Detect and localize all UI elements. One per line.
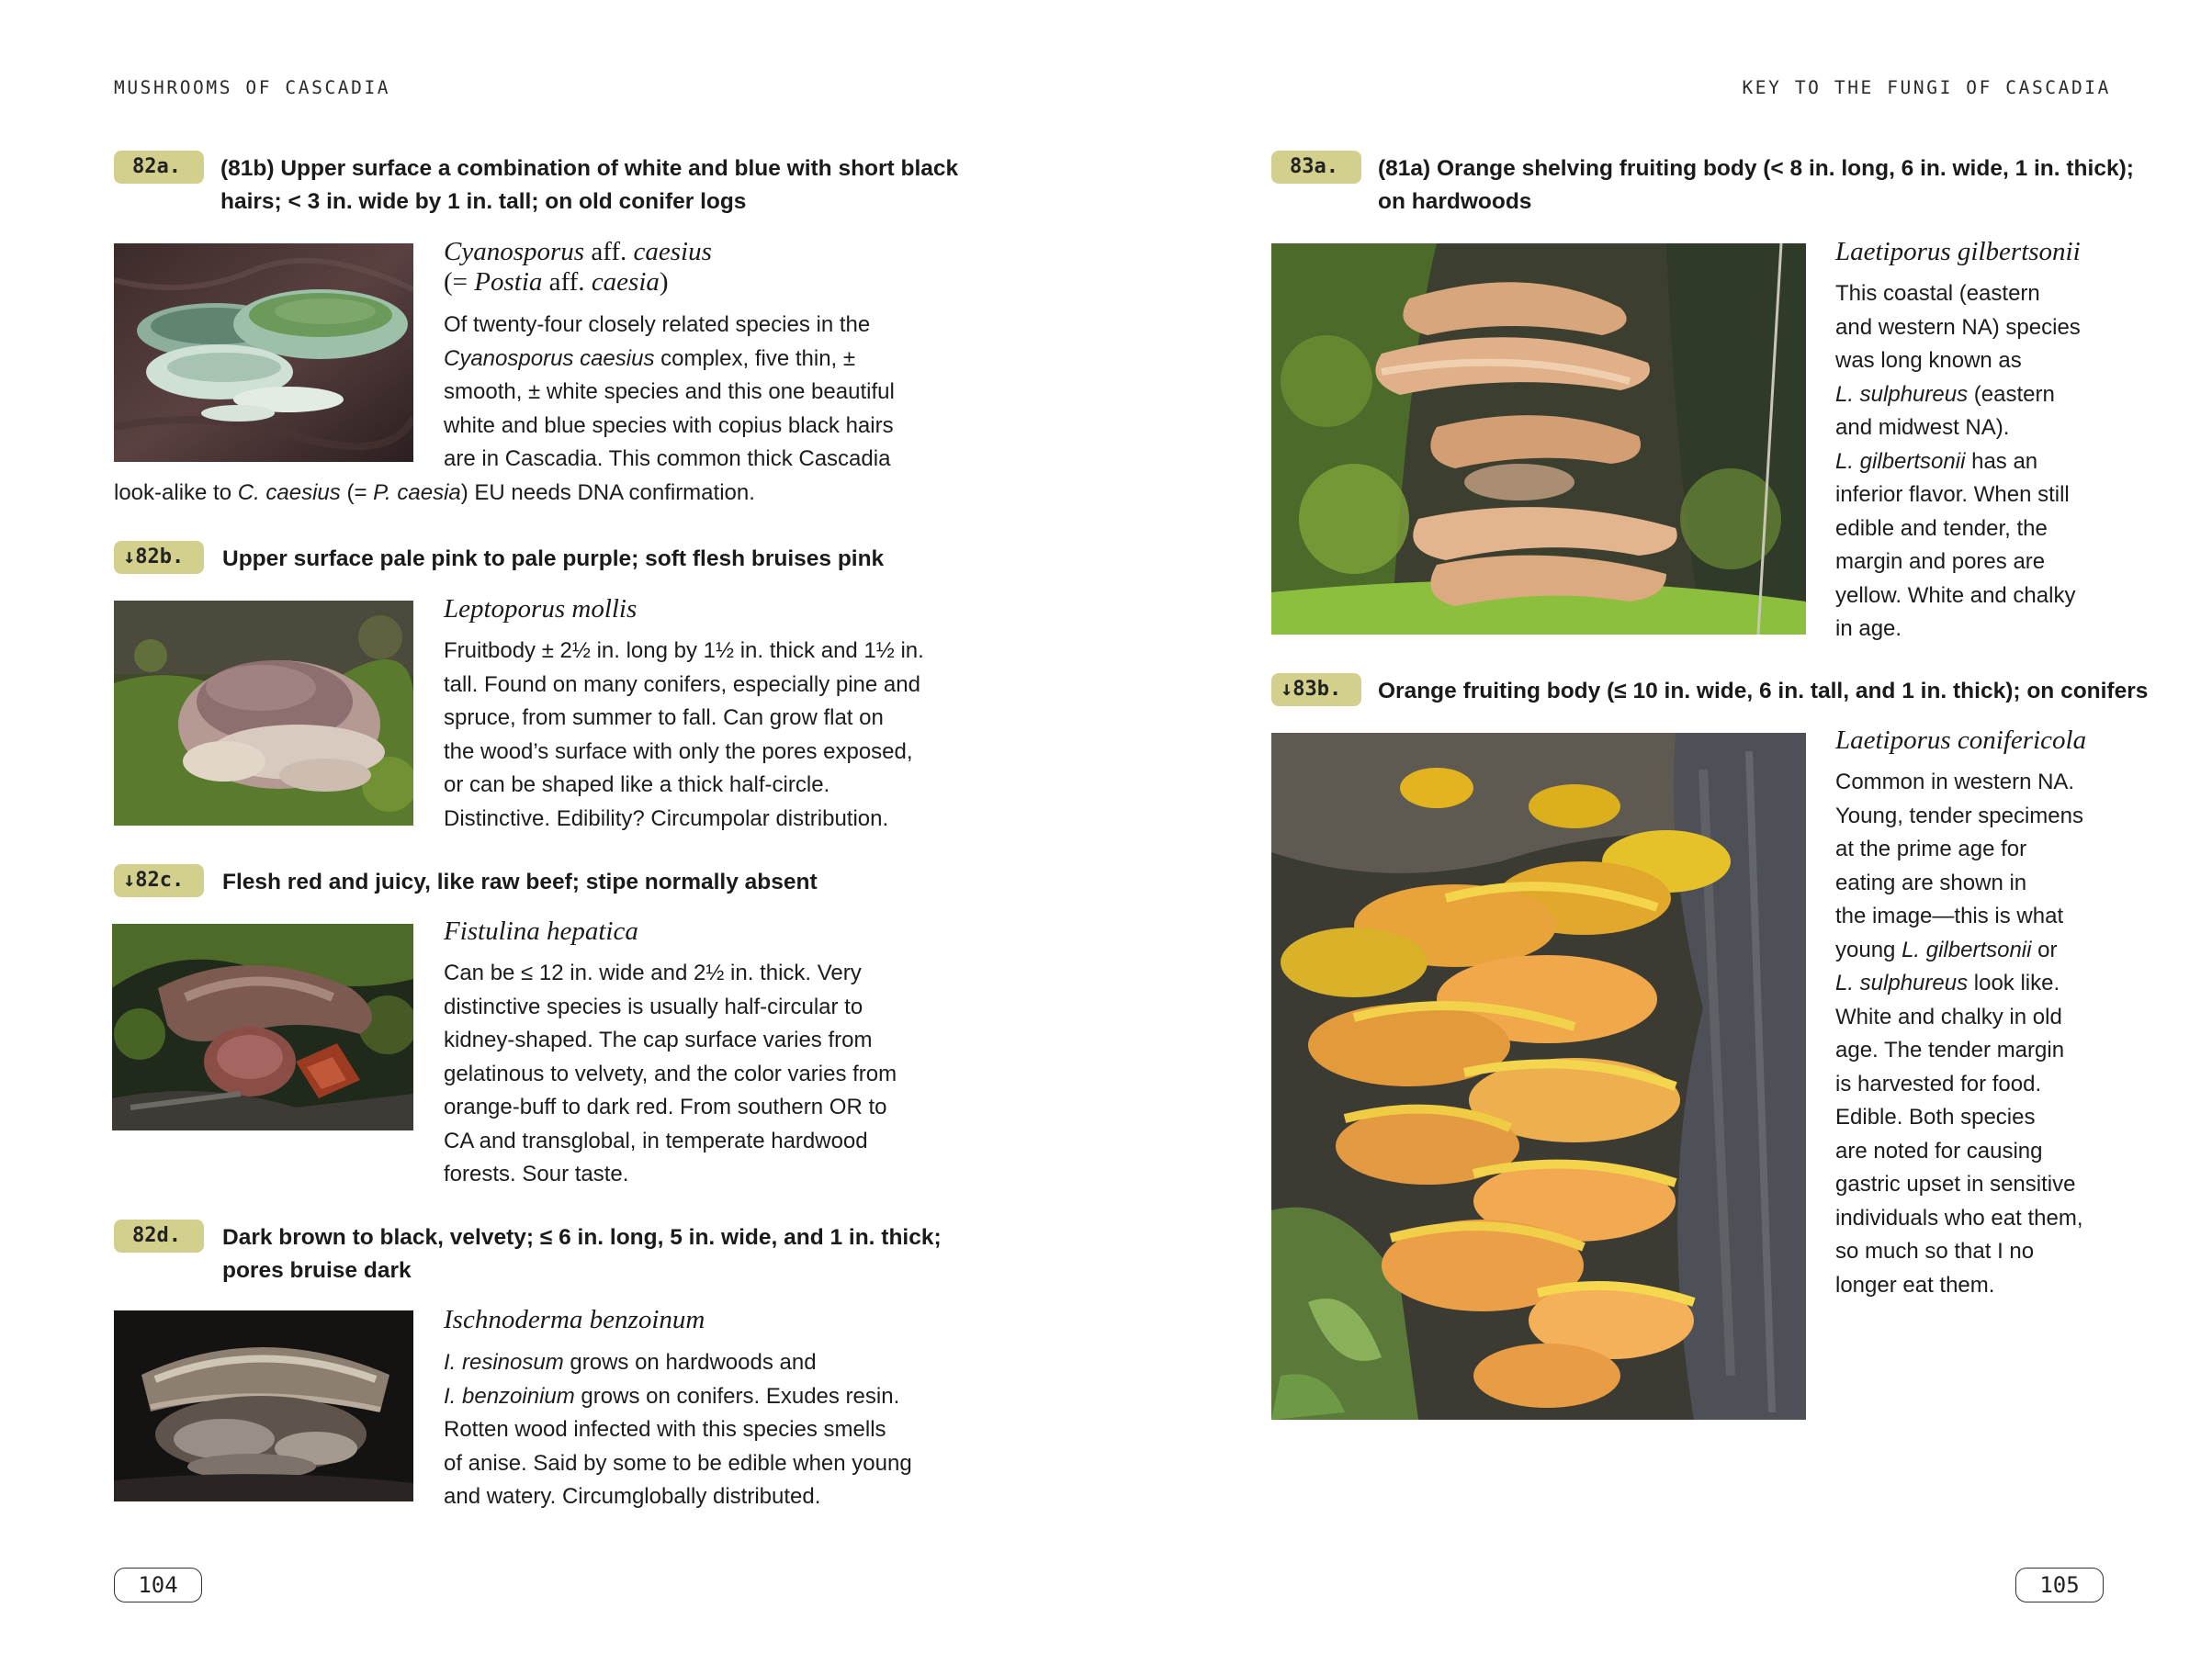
species-name-line: Laetiporus gilbertsonii: [1835, 237, 2081, 266]
key-description: [1378, 675, 2148, 708]
key-entry-83b: [1271, 675, 2148, 708]
description-line: gelatinous to velvety, and the color varies from: [444, 1061, 897, 1086]
key-description: [222, 1221, 942, 1288]
description-line: kidney-shaped. The cap surface varies from: [444, 1028, 873, 1052]
description-line: L. gilbertsonii has an: [1835, 448, 2038, 474]
description-line: so much so that I no: [1835, 1239, 2035, 1264]
description-line: and midwest NA).: [1835, 415, 2010, 440]
description-line: young L. gilbertsonii or: [1835, 937, 2058, 962]
species-name-line: Ischnoderma benzoinum: [444, 1305, 705, 1334]
ischnoderma-photo: [114, 1310, 413, 1501]
key-entry-82b: [114, 543, 884, 576]
description-line: This coastal (eastern: [1835, 281, 2040, 306]
species-name-line: Cyanosporus aff. caesius: [444, 237, 712, 266]
species-description: [444, 1346, 912, 1514]
key-line: pores bruise dark: [222, 1258, 412, 1283]
key-badge: ↓82c.: [114, 864, 204, 897]
cyanosporus-photo: [114, 243, 413, 462]
key-description: [1378, 152, 2134, 219]
species-description: [1835, 766, 2083, 1302]
description-line: distinctive species is usually half-circular to: [444, 994, 863, 1019]
description-line: CA and transglobal, in temperate hardwood: [444, 1128, 868, 1153]
description-line: margin and pores are: [1835, 549, 2046, 574]
species-name: [444, 594, 637, 624]
description-line: are in Cascadia. This common thick Cascadia: [444, 446, 891, 471]
key-description: [220, 152, 958, 219]
description-line: yellow. White and chalky: [1835, 582, 2076, 608]
description-line: Common in western NA.: [1835, 770, 2075, 794]
species-name: [1835, 725, 2086, 756]
description-line: look-alike to C. caesius (= P. caesia) EU needs DNA confirmation.: [114, 480, 755, 505]
description-line: smooth, ± white species and this one beautiful: [444, 379, 895, 404]
fistulina-photo: [112, 924, 413, 1130]
description-line: longer eat them.: [1835, 1272, 1995, 1298]
page-number-right: 105: [2015, 1568, 2104, 1602]
key-line: Orange fruiting body (≤ 10 in. wide, 6 in. tall, and 1 in. thick); on conifers: [1378, 679, 2149, 703]
description-line: Fruitbody ± 2½ in. long by 1½ in. thick and 1½ in.: [444, 638, 924, 663]
description-line: of anise. Said by some to be edible when young: [444, 1450, 912, 1476]
species-description: [444, 309, 895, 477]
description-line: is harvested for food.: [1835, 1071, 2042, 1096]
description-line: L. sulphureus (eastern: [1835, 381, 2055, 407]
species-description: [444, 635, 924, 836]
running-head-right: KEY TO THE FUNGI OF CASCADIA: [1742, 77, 2111, 98]
description-line: Distinctive. Edibility? Circumpolar distribution.: [444, 805, 889, 831]
description-line: gastric upset in sensitive: [1835, 1172, 2076, 1197]
key-badge: 82d.: [114, 1220, 204, 1253]
description-line: forests. Sour taste.: [444, 1162, 629, 1186]
key-line: (81a) Orange shelving fruiting body (< 8 in. long, 6 in. wide, 1 in. thick);: [1378, 156, 2134, 181]
key-entry-83a: [1271, 152, 2134, 219]
running-head-left: MUSHROOMS OF CASCADIA: [114, 77, 391, 98]
key-line: Dark brown to black, velvety; ≤ 6 in. long, 5 in. wide, and 1 in. thick;: [222, 1225, 942, 1250]
species-name: [444, 1305, 705, 1335]
key-line: Flesh red and juicy, like raw beef; stipe normally absent: [222, 870, 818, 894]
description-line: white and blue species with copius black hairs: [444, 412, 894, 438]
species-description: [444, 957, 897, 1192]
description-line: in age.: [1835, 616, 1902, 641]
description-line: edible and tender, the: [1835, 515, 2048, 541]
description-line: White and chalky in old: [1835, 1004, 2062, 1029]
description-line: age. The tender margin: [1835, 1038, 2065, 1063]
key-entry-82d: [114, 1221, 942, 1288]
description-line: at the prime age for: [1835, 837, 2027, 861]
species-synonym-line: (= Postia aff. caesia): [444, 267, 669, 297]
key-entry-82a: [114, 152, 958, 219]
description-line: Cyanosporus caesius complex, five thin, ±: [444, 345, 856, 371]
description-line: I. resinosum grows on hardwoods and: [444, 1350, 817, 1375]
key-badge: 83a.: [1271, 151, 1361, 184]
description-line: or can be shaped like a thick half-circle.: [444, 772, 830, 797]
species-name: [1835, 237, 2081, 267]
key-line: Upper surface pale pink to pale purple; soft flesh bruises pink: [222, 546, 885, 571]
key-line: on hardwoods: [1378, 189, 1532, 214]
key-line: hairs; < 3 in. wide by 1 in. tall; on old conifer logs: [220, 189, 747, 214]
species-name-line: Laetiporus conifericola: [1835, 725, 2087, 755]
species-name: [444, 237, 712, 298]
description-line: are noted for causing: [1835, 1138, 2043, 1164]
description-line: I. benzoinium grows on conifers. Exudes resin.: [444, 1383, 900, 1409]
species-description-continued: [114, 477, 755, 511]
key-description: [222, 543, 884, 576]
description-line: inferior flavor. When still: [1835, 482, 2070, 507]
species-name: [444, 916, 638, 947]
key-badge: ↓82b.: [114, 541, 204, 574]
description-line: Of twenty-four closely related species in the: [444, 312, 871, 337]
description-line: individuals who eat them,: [1835, 1205, 2083, 1231]
species-description: [1835, 277, 2081, 647]
leptoporus-photo: [114, 601, 413, 826]
laetiporus-gilbertsonii-photo: [1271, 243, 1806, 635]
laetiporus-conifericola-photo: [1271, 733, 1806, 1420]
description-line: Can be ≤ 12 in. wide and 2½ in. thick. Very: [444, 961, 862, 985]
key-entry-82c: [114, 866, 818, 899]
key-description: [222, 866, 818, 899]
description-line: the image—this is what: [1835, 904, 2064, 928]
key-badge: ↓83b.: [1271, 673, 1361, 706]
description-line: Edible. Both species: [1835, 1105, 2036, 1130]
description-line: Rotten wood infected with this species smells: [444, 1417, 886, 1442]
description-line: was long known as: [1835, 348, 2022, 373]
description-line: and western NA) species: [1835, 314, 2081, 340]
species-name-line: Leptoporus mollis: [444, 594, 638, 624]
description-line: spruce, from summer to fall. Can grow flat on: [444, 705, 884, 730]
description-line: and watery. Circumglobally distributed.: [444, 1484, 821, 1509]
description-line: tall. Found on many conifers, especially pine and: [444, 671, 920, 697]
description-line: the wood’s surface with only the pores exposed,: [444, 738, 913, 764]
description-line: orange-buff to dark red. From southern OR to: [444, 1095, 887, 1119]
description-line: L. sulphureus look like.: [1835, 971, 2060, 995]
page-number-left: 104: [114, 1568, 202, 1602]
species-name-line: Fistulina hepatica: [444, 916, 638, 946]
key-badge: 82a.: [114, 151, 204, 184]
key-line: (81b) Upper surface a combination of white and blue with short black: [220, 156, 959, 181]
description-line: eating are shown in: [1835, 870, 2027, 895]
description-line: Young, tender specimens: [1835, 803, 2083, 828]
